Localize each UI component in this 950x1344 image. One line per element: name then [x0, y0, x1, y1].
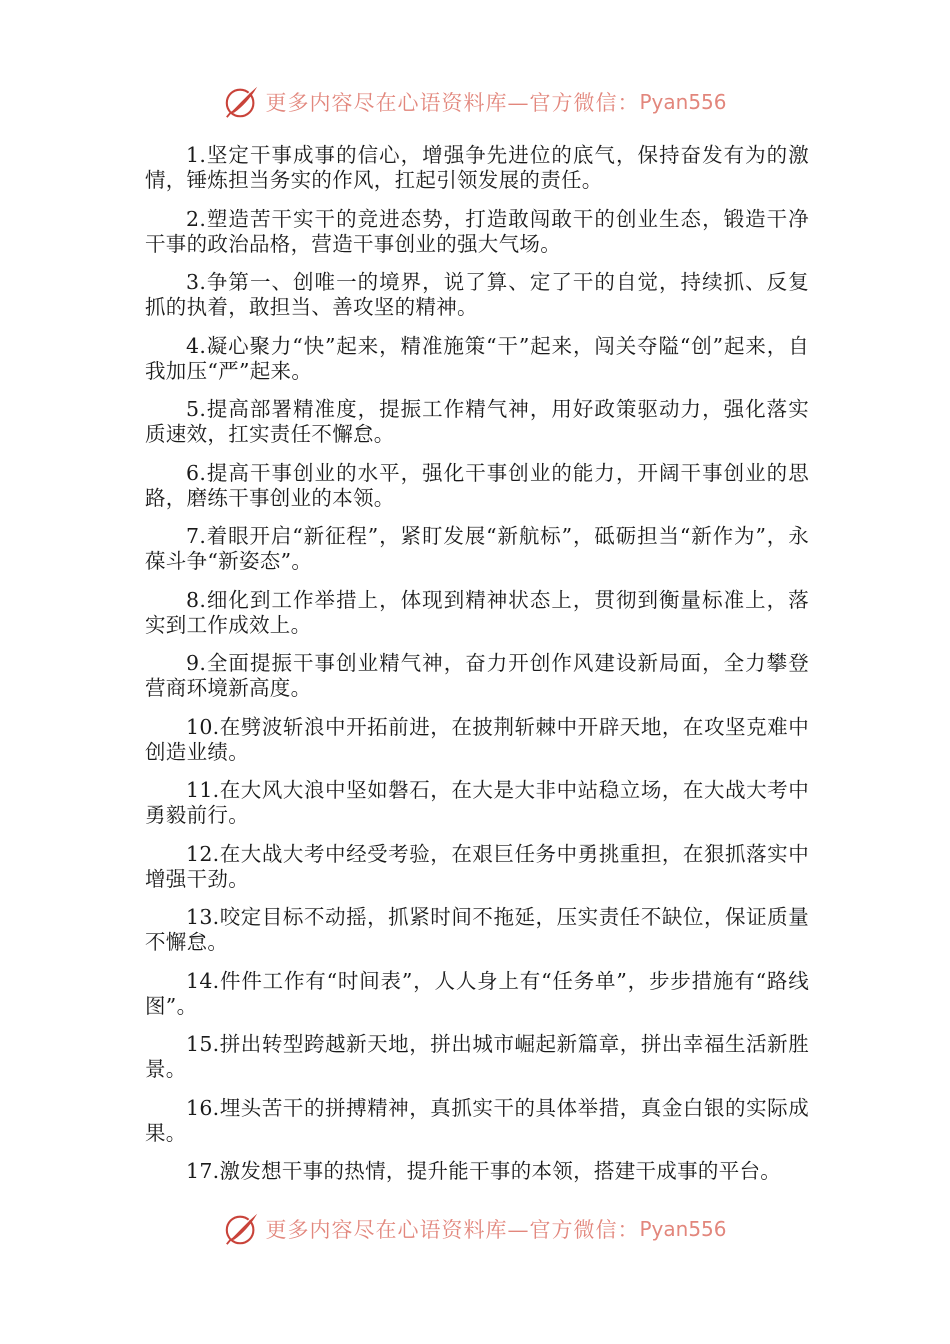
list-item: 15.拼出转型跨越新天地，拼出城市崛起新篇章，拼出幸福生活新胜景。: [145, 1032, 809, 1081]
banner-wechat-id: Pyan556: [639, 90, 727, 114]
list-item: 14.件件工作有“时间表”，人人身上有“任务单”，步步措施有“路线图”。: [145, 968, 809, 1018]
list-item: 10.在劈波斩浪中开拓前进，在披荆斩棘中开辟天地，在攻坚克难中创造业绩。: [145, 714, 809, 764]
list-item: 7.着眼开启“新征程”，紧盯发展“新航标”，砥砺担当“新作为”，永葆斗争“新姿态”。: [145, 524, 809, 573]
banner-text: 更多内容尽在心语资料库—官方微信：: [265, 91, 640, 115]
list-item: 13.咬定目标不动摇，抓紧时间不拖延，压实责任不缺位，保证质量不懈怠。: [145, 905, 809, 954]
list-item: 12.在大战大考中经受考验，在艰巨任务中勇挑重担，在狠抓落实中增强干劲。: [145, 841, 809, 891]
list-item: 2.塑造苦干实干的竞进态势，打造敢闯敢干的创业生态，锻造干净干事的政治品格，营造干事创业的强大气场。: [145, 206, 809, 256]
document-body: [145, 143, 809, 1198]
list-item: 5.提高部署精准度，提振工作精气神，用好政策驱动力，强化落实质速效，扛实责任不懈怠。: [145, 397, 809, 446]
list-item: 6.提高干事创业的水平，强化干事创业的能力，开阔干事创业的思路，磨练干事创业的本领。: [145, 460, 809, 510]
header-banner: [0, 80, 950, 124]
list-item: 4.凝心聚力“快”起来，精准施策“干”起来，闯关夺隘“创”起来，自我加压“严”起来。: [145, 333, 809, 383]
list-item: 16.埋头苦干的拼搏精神，真抓实干的具体举措，真金白银的实际成果。: [145, 1095, 809, 1145]
quill-pen-circle-icon: [223, 83, 261, 121]
footer-banner: [0, 1207, 950, 1251]
list-item: 11.在大风大浪中坚如磐石，在大是大非中站稳立场，在大战大考中勇毅前行。: [145, 778, 809, 827]
banner-text: 更多内容尽在心语资料库—官方微信：: [265, 1218, 640, 1242]
list-item: 17.激发想干事的热情，提升能干事的本领，搭建干成事的平台。: [186, 1159, 782, 1183]
list-item: 3.争第一、创唯一的境界，说了算、定了干的自觉，持续抓、反复抓的执着，敢担当、善攻坚的精神。: [145, 270, 809, 319]
list-item: 9.全面提振干事创业精气神，奋力开创作风建设新局面，全力攀登营商环境新高度。: [145, 651, 809, 700]
list-item: 1.坚定干事成事的信心，增强争先进位的底气，保持奋发有为的激情，锤炼担当务实的作风，扛起引领发展的责任。: [145, 143, 809, 192]
banner-wechat-id: Pyan556: [639, 1217, 727, 1241]
list-item: 8.细化到工作举措上，体现到精神状态上，贯彻到衡量标准上，落实到工作成效上。: [145, 587, 809, 637]
quill-pen-circle-icon: [223, 1210, 261, 1248]
